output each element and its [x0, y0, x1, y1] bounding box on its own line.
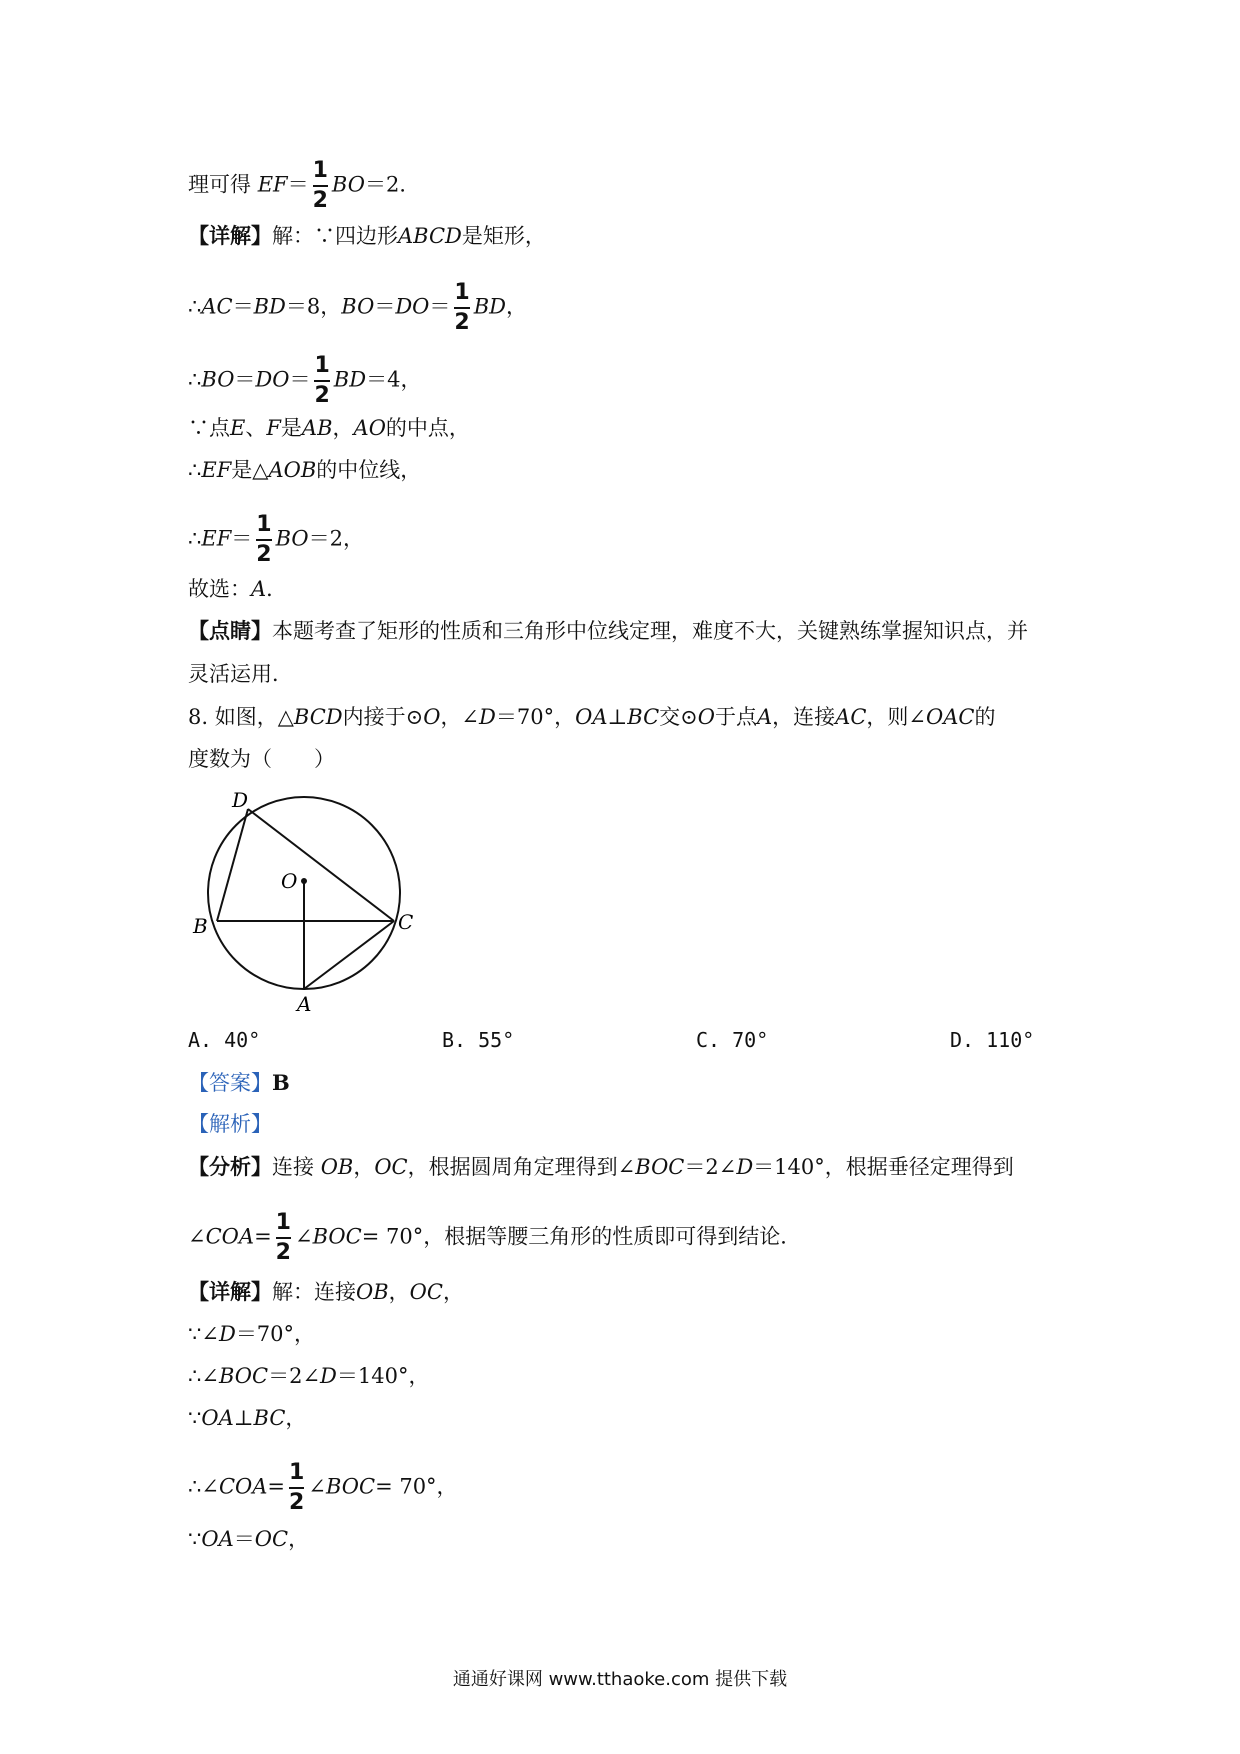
text-line: [188, 353, 421, 409]
math: E: [230, 416, 246, 440]
math: F: [266, 416, 281, 440]
math: BD: [253, 294, 286, 319]
text: ，连接: [772, 705, 836, 729]
math: ABCD: [398, 224, 462, 248]
label-c: C: [398, 910, 414, 934]
answer-tag: 【答案】: [188, 1071, 272, 1095]
math: COA: [218, 1474, 268, 1499]
text-line: [188, 222, 546, 250]
text: = 70°，: [375, 1474, 458, 1499]
fraction-numerator: 1: [312, 158, 328, 183]
math: OC: [409, 1280, 443, 1304]
math: EF: [257, 172, 288, 197]
text: ＝: [234, 367, 256, 392]
center-point: [301, 878, 307, 884]
text: ，: [353, 1155, 375, 1179]
math: BOC: [312, 1224, 362, 1249]
text: 、: [245, 416, 267, 440]
fraction-numerator: 1: [275, 1210, 291, 1235]
text-line: [188, 1278, 464, 1306]
text-line: [188, 456, 421, 484]
text: ∴: [188, 526, 202, 551]
fraction-numerator: 1: [289, 1460, 305, 1485]
text: 解：∵四边形: [272, 224, 398, 248]
text: ＝2．: [364, 172, 421, 197]
fraction-denominator: 2: [256, 542, 272, 567]
text: ，: [442, 1280, 464, 1304]
option-c: C. 70°: [696, 1028, 769, 1052]
text-line: [188, 158, 420, 214]
question-stem-continued: [188, 745, 335, 773]
text: ，∠: [440, 705, 480, 729]
analysis-heading: [188, 1110, 272, 1138]
text: ∴: [188, 458, 202, 482]
math: BO: [331, 172, 365, 197]
math: AOB: [268, 458, 317, 482]
text: ＝: [429, 294, 451, 319]
fraction-denominator: 2: [275, 1240, 291, 1265]
math: OC: [254, 1527, 289, 1551]
text: 交⊙: [659, 705, 698, 729]
text-line: [188, 1404, 306, 1432]
section-tag: 【分析】: [188, 1154, 272, 1179]
math: BD: [473, 294, 506, 319]
math: EF: [201, 526, 232, 551]
text: ＝2∠: [268, 1364, 321, 1388]
text: 的中位线，: [316, 458, 422, 482]
text: ∵: [188, 1406, 202, 1430]
text: 的: [974, 705, 996, 729]
question-stem: [188, 703, 995, 731]
text: ，则∠: [866, 705, 926, 729]
fraction-numerator: 1: [314, 353, 330, 378]
math: OB: [356, 1280, 389, 1304]
text: ．: [266, 577, 288, 601]
math: O: [423, 705, 441, 729]
math: COA: [205, 1224, 255, 1249]
label-a: A: [297, 992, 312, 1015]
text: ∠: [294, 1224, 313, 1249]
fraction-denominator: 2: [314, 383, 330, 408]
text-line: [188, 512, 364, 568]
math: D: [479, 705, 496, 729]
text: ，: [285, 1406, 307, 1430]
text: ，: [332, 416, 354, 440]
text: 灵活运用．: [188, 662, 293, 686]
math: BO: [201, 367, 235, 392]
math: BOC: [218, 1364, 269, 1388]
text: 解：连接: [272, 1280, 356, 1304]
text: 度数为（ ）: [188, 747, 335, 771]
text: ∵点: [188, 416, 230, 440]
text: ＝: [231, 526, 253, 551]
text: ＝2，: [308, 526, 365, 551]
math: BOC: [635, 1155, 685, 1179]
text: = 70°，根据等腰三角形的性质即可得到结论．: [361, 1224, 802, 1249]
option-d: D. 110°: [950, 1028, 1035, 1052]
text: ＝2∠: [684, 1155, 737, 1179]
text: ＝140°，: [336, 1364, 430, 1388]
text: ＝: [287, 172, 309, 197]
text: ∵: [188, 1527, 202, 1551]
text-line: [188, 280, 527, 336]
text: ∴: [188, 294, 202, 319]
section-tag: 【详解】: [188, 223, 272, 248]
label-o: O: [281, 869, 298, 893]
math: AC: [201, 294, 233, 319]
text-line: [188, 1210, 801, 1266]
math: BD: [333, 367, 367, 392]
math: D: [736, 1155, 754, 1179]
text-line: [188, 414, 470, 442]
text: ∠: [188, 1224, 206, 1249]
fraction: [313, 158, 328, 214]
text: ，: [288, 1527, 310, 1551]
fraction-denominator: 2: [454, 310, 470, 335]
math: D: [218, 1322, 236, 1346]
geometry-figure: [185, 785, 425, 1015]
math: DO: [255, 367, 290, 392]
text: 8. 如图，△: [188, 705, 294, 729]
text: 理可得: [188, 172, 251, 197]
text: ＝70°，: [495, 705, 576, 729]
text: ＝: [232, 294, 254, 319]
answer-line: [188, 1069, 290, 1097]
fraction-denominator: 2: [312, 188, 328, 213]
math: D: [320, 1364, 337, 1388]
math: BC: [253, 1406, 286, 1430]
text: 于点: [714, 705, 757, 729]
text-line: [188, 1320, 315, 1348]
text-line: [188, 617, 1028, 645]
text: ∴: [188, 367, 202, 392]
label-d: D: [232, 788, 249, 812]
text: ＝4，: [366, 367, 422, 392]
math: OA: [201, 1527, 234, 1551]
math: OB: [320, 1155, 354, 1179]
math: DO: [395, 294, 430, 319]
label-b: B: [193, 914, 208, 938]
text: 连接: [272, 1155, 314, 1179]
text: 的中点，: [385, 416, 470, 440]
text: ∴∠: [188, 1364, 219, 1388]
text: 是矩形，: [461, 224, 546, 248]
text: ∵∠: [188, 1322, 219, 1346]
text-line: [188, 1460, 458, 1516]
fraction: [276, 1210, 291, 1266]
fraction-denominator: 2: [289, 1490, 305, 1515]
math: BCD: [293, 705, 343, 729]
math: OA: [201, 1406, 234, 1430]
math: A: [756, 705, 773, 729]
answer-value: B: [272, 1070, 290, 1095]
text: ＝140°，根据垂径定理得到: [753, 1155, 1014, 1179]
fraction: [314, 353, 329, 409]
text: ＝8，: [285, 294, 342, 319]
fraction-numerator: 1: [454, 280, 470, 305]
text-line: [188, 1525, 309, 1553]
text: ，: [388, 1280, 410, 1304]
text: ＝: [233, 1527, 255, 1551]
text: ＝70°，: [235, 1322, 316, 1346]
math: BC: [627, 705, 660, 729]
text: ，根据圆周角定理得到∠: [407, 1155, 636, 1179]
text: ＝: [374, 294, 396, 319]
text: 内接于⊙: [342, 705, 424, 729]
text: ⊥: [233, 1406, 254, 1430]
text: =: [254, 1224, 272, 1249]
text: ∴∠: [188, 1474, 219, 1499]
math: A: [251, 577, 267, 601]
text: =: [267, 1474, 286, 1499]
page-footer: 通通好课网 www.tthaoke.com 提供下载: [452, 1669, 788, 1690]
text: ∠: [308, 1474, 326, 1499]
text: 本题考查了矩形的性质和三角形中位线定理，难度不大，关键熟练掌握知识点，并: [272, 619, 1028, 643]
text-line: [188, 660, 293, 688]
analysis-tag: 【解析】: [188, 1112, 272, 1136]
math: AB: [301, 416, 333, 440]
fraction: [454, 280, 469, 336]
fraction: [289, 1460, 304, 1516]
math: BOC: [325, 1474, 376, 1499]
text: 故选：: [188, 577, 251, 601]
section-tag: 【详解】: [188, 1279, 272, 1304]
text: ，: [505, 294, 527, 319]
math: O: [697, 705, 715, 729]
math: EF: [201, 458, 232, 482]
math: AO: [353, 416, 386, 440]
text: ⊥: [607, 705, 628, 729]
math: BO: [275, 526, 309, 551]
text: ＝: [289, 367, 311, 392]
text: 是: [280, 416, 302, 440]
text-line: [188, 1362, 429, 1390]
fraction: [256, 512, 271, 568]
text: 是△: [231, 458, 269, 482]
math: OA: [575, 705, 608, 729]
math: OAC: [926, 705, 975, 729]
text-line: [188, 575, 287, 603]
option-b: B. 55°: [442, 1028, 515, 1052]
segment-db: [217, 809, 248, 921]
math: BO: [341, 294, 375, 319]
text-line: [188, 1153, 1014, 1181]
option-a: A. 40°: [188, 1028, 261, 1052]
math: OC: [374, 1155, 408, 1179]
section-tag: 【点睛】: [188, 618, 272, 643]
math: AC: [835, 705, 867, 729]
fraction-numerator: 1: [256, 512, 272, 537]
